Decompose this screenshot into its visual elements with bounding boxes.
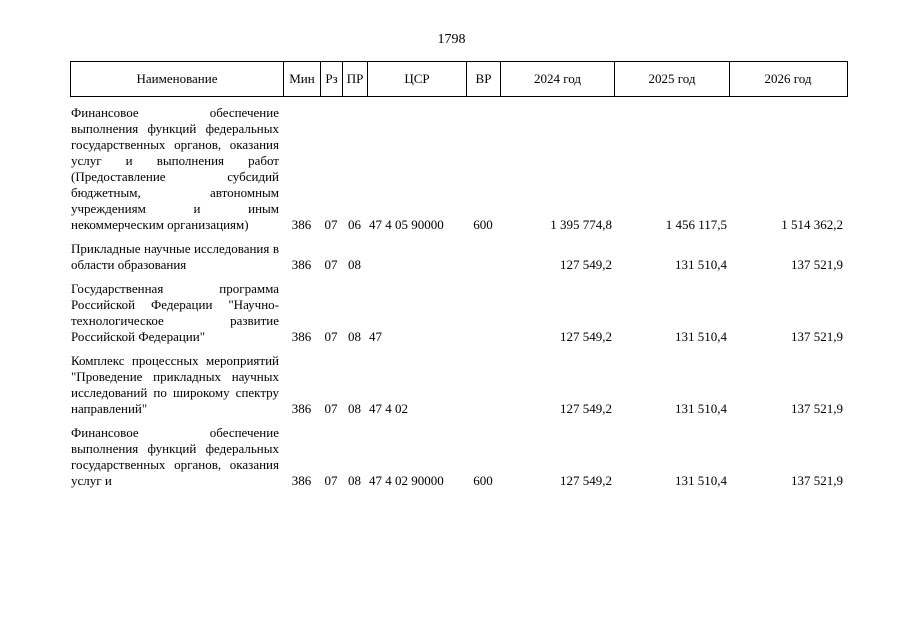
row-2025: 131 510,4: [675, 401, 727, 416]
table-row: [70, 105, 848, 233]
row-name: Государственная программа Российской Федерации "Научно-технологическое развитие Российской Федерации": [71, 281, 279, 344]
row-pr: 06: [348, 217, 361, 232]
row-pr: 08: [348, 401, 361, 416]
row-2025: 1 456 117,5: [665, 217, 727, 232]
header-vr: ВР: [467, 62, 501, 96]
row-csr: 47 4 05 90000: [369, 217, 444, 232]
row-min: 386: [291, 257, 312, 272]
table-row: [70, 281, 848, 345]
row-rz: 07: [324, 401, 338, 416]
row-2024: 127 549,2: [560, 401, 612, 416]
header-name: Наименование: [71, 62, 284, 96]
page-number: 1798: [437, 32, 466, 47]
row-rz: 07: [324, 257, 338, 272]
row-2025: 131 510,4: [675, 473, 727, 488]
row-rz: 07: [324, 217, 338, 232]
row-2025: 131 510,4: [675, 257, 727, 272]
row-min: 386: [291, 329, 312, 344]
row-2024: 127 549,2: [560, 329, 612, 344]
row-name: Финансовое обеспечение выполнения функций федеральных государственных органов, оказания услуг и: [71, 425, 279, 488]
row-2026: 137 521,9: [791, 329, 843, 344]
budget-table: [70, 61, 848, 489]
table-header: [70, 61, 848, 97]
table-row: [70, 241, 848, 273]
row-2026: 1 514 362,2: [781, 217, 843, 232]
row-name: Прикладные научные исследования в области образования: [71, 241, 279, 272]
row-2026: 137 521,9: [791, 257, 843, 272]
row-csr: 47 4 02: [369, 401, 408, 416]
header-2026: 2026 год: [764, 71, 812, 86]
row-rz: 07: [324, 473, 338, 488]
row-min: 386: [291, 401, 312, 416]
row-min: 386: [291, 473, 312, 488]
header-min: Мин: [284, 62, 321, 96]
row-2024: 1 395 774,8: [550, 217, 612, 232]
row-2026: 137 521,9: [791, 473, 843, 488]
row-vr: 600: [473, 217, 493, 232]
row-rz: 07: [324, 329, 338, 344]
row-pr: 08: [348, 329, 361, 344]
header-csr: ЦСР: [368, 62, 467, 96]
header-rz: Рз: [321, 62, 343, 96]
row-2024: 127 549,2: [560, 473, 612, 488]
row-pr: 08: [348, 473, 361, 488]
row-name: Финансовое обеспечение выполнения функций федеральных государственных органов, оказания услуг и выполнения работ (Предоставление субсидий бюджетным, автономным учреждениям и иным некоммерческим организациям): [71, 105, 279, 232]
table-row: [70, 353, 848, 417]
row-2025: 131 510,4: [675, 329, 727, 344]
row-csr: 47 4 02 90000: [369, 473, 444, 488]
row-2024: 127 549,2: [560, 257, 612, 272]
row-name: Комплекс процессных мероприятий "Проведение прикладных научных исследований по широкому спектру направлений": [71, 353, 279, 416]
row-vr: 600: [473, 473, 493, 488]
header-2025: 2025 год: [615, 62, 730, 96]
header-pr: ПР: [343, 62, 368, 96]
row-pr: 08: [348, 257, 361, 272]
row-min: 386: [291, 217, 312, 232]
row-2026: 137 521,9: [791, 401, 843, 416]
row-csr: 47: [369, 329, 382, 344]
header-2024: 2024 год: [501, 62, 615, 96]
table-row: [70, 425, 848, 489]
